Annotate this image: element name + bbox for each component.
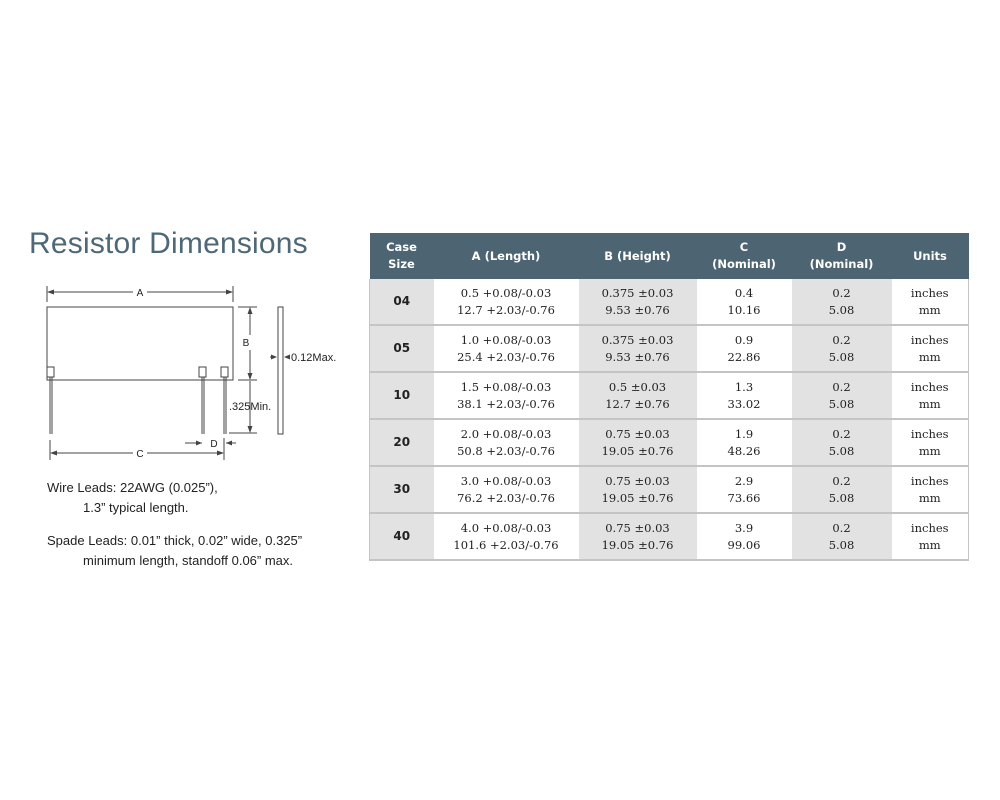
cell-c-nominal: 2.9 73.66 [697, 466, 792, 513]
cell-c-nominal: 0.4 10.16 [697, 279, 792, 325]
table-row [370, 419, 969, 466]
header-b-height: B (Height) [579, 233, 697, 279]
cell-d-nominal: 0.2 5.08 [792, 513, 892, 560]
cell-b-height: 0.5 ±0.03 12.7 ±0.76 [579, 372, 697, 419]
cell-b-height: 0.75 ±0.03 19.05 ±0.76 [579, 466, 697, 513]
header-d-nominal: D (Nominal) [792, 233, 892, 279]
cell-d-nominal: 0.2 5.08 [792, 372, 892, 419]
resistor-dimension-diagram [35, 280, 365, 465]
cell-d-nominal: 0.2 5.08 [792, 279, 892, 325]
cell-a-length: 1.5 +0.08/-0.03 38.1 +2.03/-0.76 [434, 372, 579, 419]
cell-a-length: 4.0 +0.08/-0.03 101.6 +2.03/-0.76 [434, 513, 579, 560]
dim-label-min: .325Min. [229, 401, 272, 413]
cell-units: inches mm [892, 372, 969, 419]
header-a-length: A (Length) [434, 233, 579, 279]
table-row [370, 513, 969, 560]
wire-leads-line-2: 1.3” typical length. [83, 500, 189, 515]
wire-leads-line-1: Wire Leads: 22AWG (0.025”), [47, 480, 218, 495]
cell-d-nominal: 0.2 5.08 [792, 419, 892, 466]
cell-case: 10 [370, 372, 434, 419]
cell-a-length: 1.0 +0.08/-0.03 25.4 +2.03/-0.76 [434, 325, 579, 372]
cell-b-height: 0.375 ±0.03 9.53 ±0.76 [579, 279, 697, 325]
cell-d-nominal: 0.2 5.08 [792, 325, 892, 372]
cell-d-nominal: 0.2 5.08 [792, 466, 892, 513]
table-row [370, 325, 969, 372]
cell-a-length: 3.0 +0.08/-0.03 76.2 +2.03/-0.76 [434, 466, 579, 513]
cell-b-height: 0.375 ±0.03 9.53 ±0.76 [579, 325, 697, 372]
dim-label-b: B [242, 338, 250, 349]
wire-leads-note [47, 478, 218, 518]
header-units: Units [892, 233, 969, 279]
table-row [370, 372, 969, 419]
table-header-row [370, 233, 969, 279]
header-case-size: Case Size [370, 233, 434, 279]
dim-label-max: 0.12Max. [291, 352, 337, 364]
table-row [370, 279, 969, 325]
cell-units: inches mm [892, 279, 969, 325]
cell-case: 40 [370, 513, 434, 560]
header-c-nominal: C (Nominal) [697, 233, 792, 279]
cell-c-nominal: 1.9 48.26 [697, 419, 792, 466]
cell-c-nominal: 3.9 99.06 [697, 513, 792, 560]
spade-leads-line-1: Spade Leads: 0.01” thick, 0.02” wide, 0.325” [47, 533, 303, 548]
spade-leads-line-2: minimum length, standoff 0.06” max. [83, 553, 294, 568]
cell-units: inches mm [892, 419, 969, 466]
cell-units: inches mm [892, 513, 969, 560]
cell-case: 30 [370, 466, 434, 513]
cell-a-length: 0.5 +0.08/-0.03 12.7 +2.03/-0.76 [434, 279, 579, 325]
cell-b-height: 0.75 ±0.03 19.05 ±0.76 [579, 513, 697, 560]
cell-case: 04 [370, 279, 434, 325]
dimensions-table [369, 233, 969, 561]
page-title: Resistor Dimensions [29, 227, 308, 260]
cell-b-height: 0.75 ±0.03 19.05 ±0.76 [579, 419, 697, 466]
dim-label-d: D [210, 439, 218, 450]
spade-leads-note [47, 531, 302, 571]
dim-label-a: A [136, 288, 144, 299]
table-row [370, 466, 969, 513]
cell-units: inches mm [892, 466, 969, 513]
cell-c-nominal: 1.3 33.02 [697, 372, 792, 419]
cell-c-nominal: 0.9 22.86 [697, 325, 792, 372]
dim-label-c: C [136, 449, 144, 460]
cell-case: 05 [370, 325, 434, 372]
cell-a-length: 2.0 +0.08/-0.03 50.8 +2.03/-0.76 [434, 419, 579, 466]
cell-units: inches mm [892, 325, 969, 372]
cell-case: 20 [370, 419, 434, 466]
